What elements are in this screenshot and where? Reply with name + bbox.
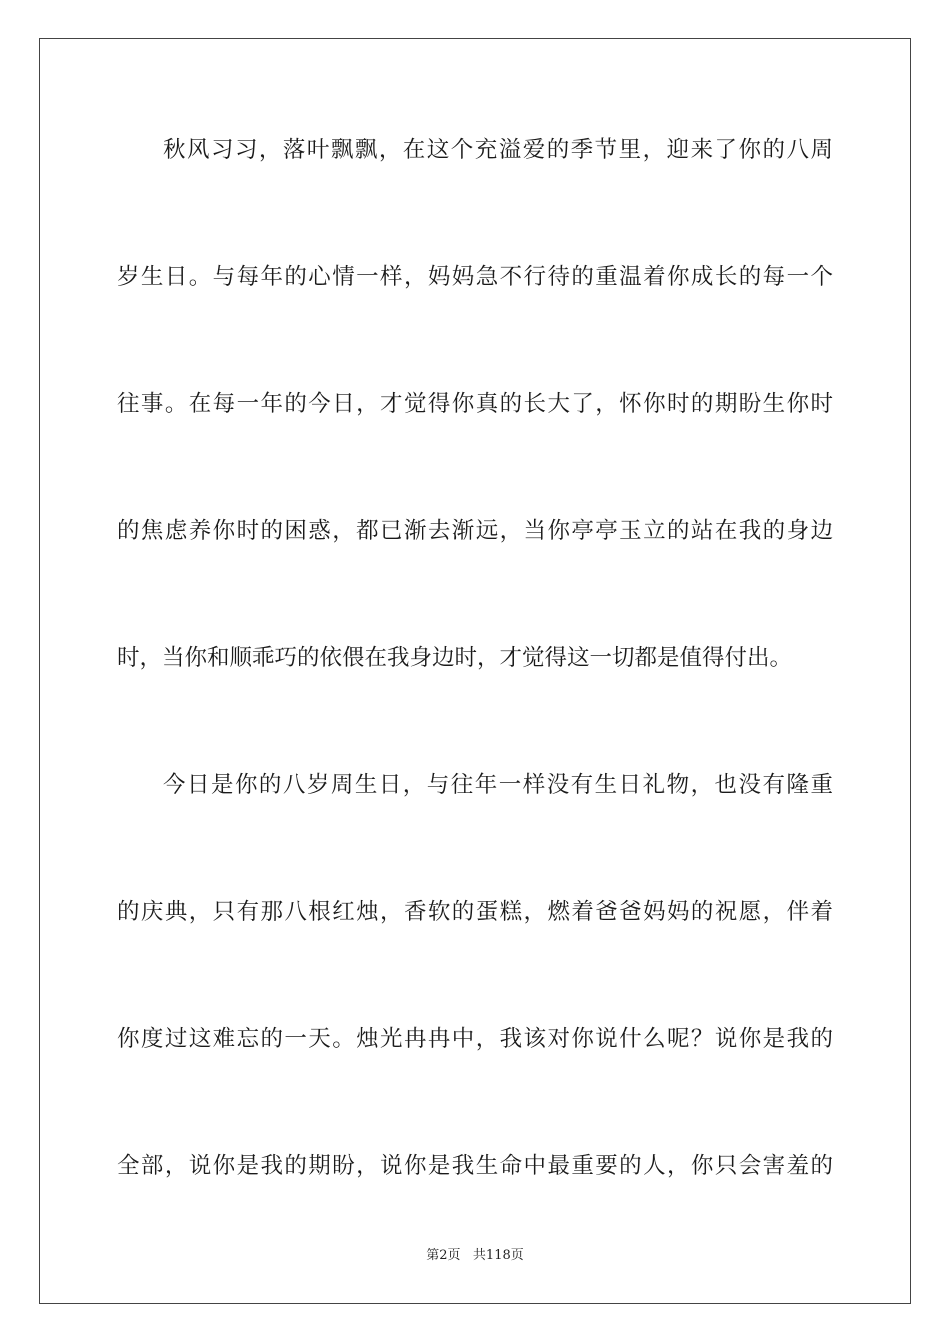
- text-line: 时，当你和顺乖巧的依偎在我身边时，才觉得这一切都是值得付出。: [117, 645, 793, 671]
- text-line: 今日是你的八岁周生日，与往年一样没有生日礼物，也没有隆重: [163, 772, 833, 798]
- total-pages: 共118页: [472, 1248, 524, 1263]
- text-line: 往事。在每一年的今日，才觉得你真的长大了，怀你时的期盼生你时: [117, 391, 833, 417]
- text-line: 全部，说你是我的期盼，说你是我生命中最重要的人，你只会害羞的: [117, 1153, 833, 1179]
- page-number: 第2页: [426, 1248, 461, 1263]
- text-line: 你度过这难忘的一天。烛光冉冉中，我该对你说什么呢？说你是我的: [117, 1026, 833, 1052]
- text-line: 的庆典，只有那八根红烛，香软的蛋糕，燃着爸爸妈妈的祝愿，伴着: [117, 899, 833, 925]
- page-footer: [0, 1247, 950, 1265]
- text-line: 的焦虑养你时的困惑，都已渐去渐远，当你亭亭玉立的站在我的身边: [117, 518, 833, 544]
- text-line: 秋风习习，落叶飘飘，在这个充溢爱的季节里，迎来了你的八周: [163, 137, 833, 163]
- footer-spacer: [461, 1248, 473, 1263]
- text-line: 岁生日。与每年的心情一样，妈妈急不行待的重温着你成长的每一个: [117, 264, 833, 290]
